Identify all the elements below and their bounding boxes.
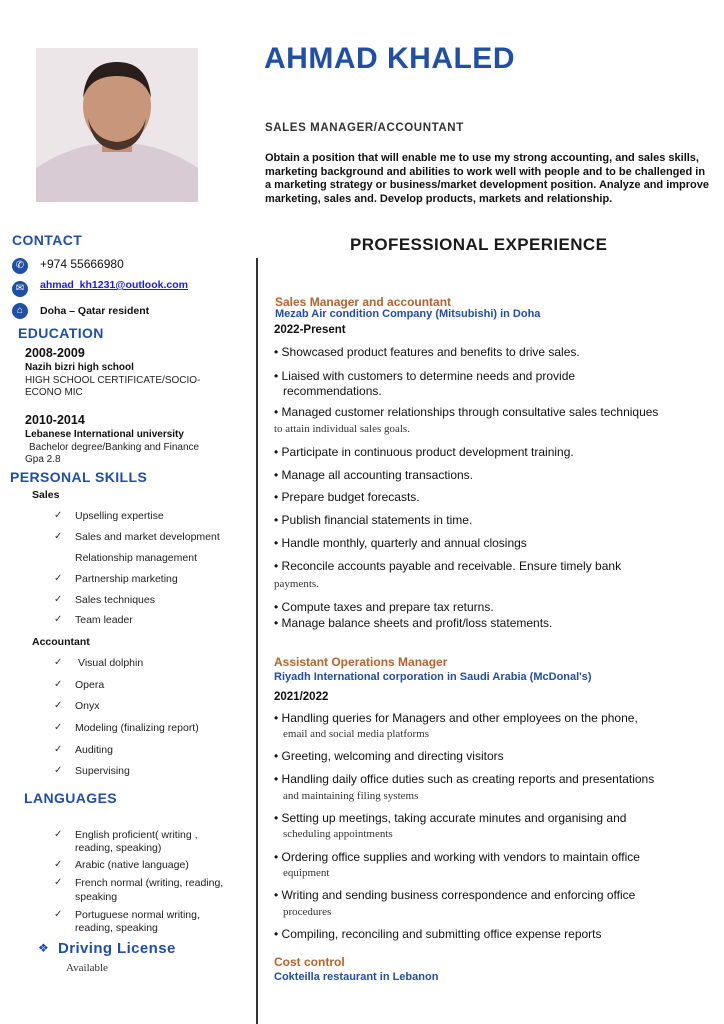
check-icon: ✓	[54, 859, 63, 870]
language-item: French normal (writing, reading,	[75, 877, 224, 889]
skills-sales-heading: Sales	[32, 489, 60, 501]
skill-item: Partnership marketing	[75, 573, 178, 585]
job-bullet-cont: and maintaining filing systems	[283, 790, 419, 802]
job-period: 2022-Present	[274, 324, 346, 336]
company-name: Cokteilla restaurant in Lebanon	[274, 971, 439, 983]
edu-detail: ECONO MIC	[25, 387, 83, 398]
check-icon: ✓	[54, 510, 63, 521]
job-bullet-cont: to attain individual sales goals.	[274, 423, 410, 435]
home-icon: ⌂	[12, 303, 28, 319]
job-bullet: • Manage all accounting transactions.	[274, 468, 473, 482]
driving-title: Driving License	[58, 940, 176, 957]
skill-item: Supervising	[75, 765, 130, 777]
email-icon: ✉	[12, 281, 28, 297]
job-bullet: • Managed customer relationships through consultative sales techniques	[274, 405, 659, 419]
job-bullet: • Participate in continuous product development training.	[274, 445, 574, 459]
check-icon: ✓	[54, 744, 63, 755]
experience-title: PROFESSIONAL EXPERIENCE	[350, 235, 608, 254]
skills-accountant-heading: Accountant	[32, 636, 90, 648]
language-item: Portuguese normal writing,	[75, 909, 200, 921]
column-divider	[256, 258, 258, 1024]
profile-photo	[36, 48, 198, 202]
edu-detail: Gpa 2.8	[25, 454, 61, 465]
edu-year: 2010-2014	[25, 413, 85, 427]
contact-title: CONTACT	[12, 232, 83, 248]
job-title: Sales Manager and accountant	[275, 295, 452, 309]
language-item: English proficient( writing ,	[75, 829, 198, 841]
check-icon: ✓	[54, 829, 63, 840]
job-title: Cost control	[274, 955, 345, 969]
job-role: SALES MANAGER/ACCOUNTANT	[265, 122, 464, 134]
edu-school: Lebanese International university	[25, 429, 184, 440]
check-icon: ✓	[54, 614, 63, 625]
candidate-name: AHMAD KHALED	[264, 42, 515, 75]
check-icon: ✓	[54, 700, 63, 711]
job-bullet-cont: recommendations.	[283, 384, 382, 398]
skill-item: Opera	[75, 679, 105, 691]
job-bullet: • Publish financial statements in time.	[274, 513, 473, 527]
language-item-detail: speaking	[75, 891, 118, 903]
job-bullet: • Handling queries for Managers and other employees on the phone,	[274, 711, 638, 725]
language-item: Arabic (native language)	[75, 859, 189, 871]
job-bullet-cont: scheduling appointments	[283, 828, 393, 840]
job-bullet-cont: procedures	[283, 906, 332, 918]
skill-item: Team leader	[75, 614, 133, 626]
skill-item: Sales and market development	[75, 531, 220, 543]
objective-text: Obtain a position that will enable me to use my strong accounting, and sales skills, marketing background and abilities to work well with people and to be challenged in a marketing strategy or business/market development position. Analyze and improve marketing, sales and. Develop products, markets and relationship.	[265, 152, 709, 205]
phone-icon: ✆	[12, 258, 28, 274]
skill-item: Upselling expertise	[75, 510, 164, 522]
skill-item: Modeling (finalizing report)	[75, 722, 199, 734]
languages-title: LANGUAGES	[24, 790, 118, 806]
edu-school: Nazih bizri high school	[25, 362, 134, 373]
job-bullet: • Handling daily office duties such as creating reports and presentations	[274, 772, 655, 786]
check-icon: ✓	[54, 594, 63, 605]
check-icon: ✓	[54, 877, 63, 888]
email-link[interactable]: ahmad_kh1231@outlook.com	[40, 279, 188, 291]
language-item-detail: reading, speaking)	[75, 842, 162, 854]
check-icon: ✓	[54, 573, 63, 584]
job-bullet: • Ordering office supplies and working with vendors to maintain office	[274, 850, 640, 864]
job-bullet-cont: equipment	[283, 867, 330, 879]
job-bullet: • Manage balance sheets and profit/loss statements.	[274, 616, 553, 630]
job-bullet-cont: payments.	[274, 578, 319, 590]
check-icon: ✓	[54, 657, 63, 668]
skill-item: Visual dolphin	[78, 657, 144, 669]
job-bullet: • Compiling, reconciling and submitting office expense reports	[274, 927, 602, 941]
job-bullet: • Reconcile accounts payable and receivable. Ensure timely bank	[274, 559, 622, 573]
skill-item: Onyx	[75, 700, 100, 712]
edu-year: 2008-2009	[25, 346, 85, 360]
skill-item: Relationship management	[75, 552, 197, 564]
language-item-detail: reading, speaking	[75, 922, 158, 934]
company-name: Mezab Air condition Company (Mitsubishi) in Doha	[275, 308, 541, 320]
diamond-icon: ❖	[38, 941, 49, 955]
skills-title: PERSONAL SKILLS	[10, 469, 148, 485]
job-bullet: • Liaised with customers to determine needs and provide	[274, 369, 576, 383]
check-icon: ✓	[54, 765, 63, 776]
skill-item: Auditing	[75, 744, 113, 756]
job-bullet: • Compute taxes and prepare tax returns.	[274, 600, 494, 614]
job-bullet: • Greeting, welcoming and directing visitors	[274, 749, 504, 763]
check-icon: ✓	[54, 909, 63, 920]
job-bullet: • Showcased product features and benefits to drive sales.	[274, 345, 580, 359]
phone-number: +974 55666980	[40, 257, 124, 271]
job-period: 2021/2022	[274, 691, 329, 703]
job-bullet: • Writing and sending business correspondence and enforcing office	[274, 888, 636, 902]
check-icon: ✓	[54, 679, 63, 690]
education-title: EDUCATION	[18, 325, 104, 341]
company-name: Riyadh International corporation in Saudi Arabia (McDonal's)	[274, 671, 592, 683]
driving-value: Available	[66, 962, 108, 974]
skill-item: Sales techniques	[75, 594, 155, 606]
job-title: Assistant Operations Manager	[274, 655, 448, 669]
check-icon: ✓	[54, 531, 63, 542]
edu-detail: HIGH SCHOOL CERTIFICATE/SOCIO-	[25, 375, 201, 386]
check-icon: ✓	[54, 722, 63, 733]
job-bullet: • Prepare budget forecasts.	[274, 490, 420, 504]
location-text: Doha – Qatar resident	[40, 305, 150, 317]
job-bullet: • Setting up meetings, taking accurate minutes and organising and	[274, 811, 627, 825]
job-bullet-cont: email and social media platforms	[283, 728, 430, 740]
edu-detail: Bachelor degree/Banking and Finance	[29, 442, 200, 453]
job-bullet: • Handle monthly, quarterly and annual closings	[274, 536, 527, 550]
